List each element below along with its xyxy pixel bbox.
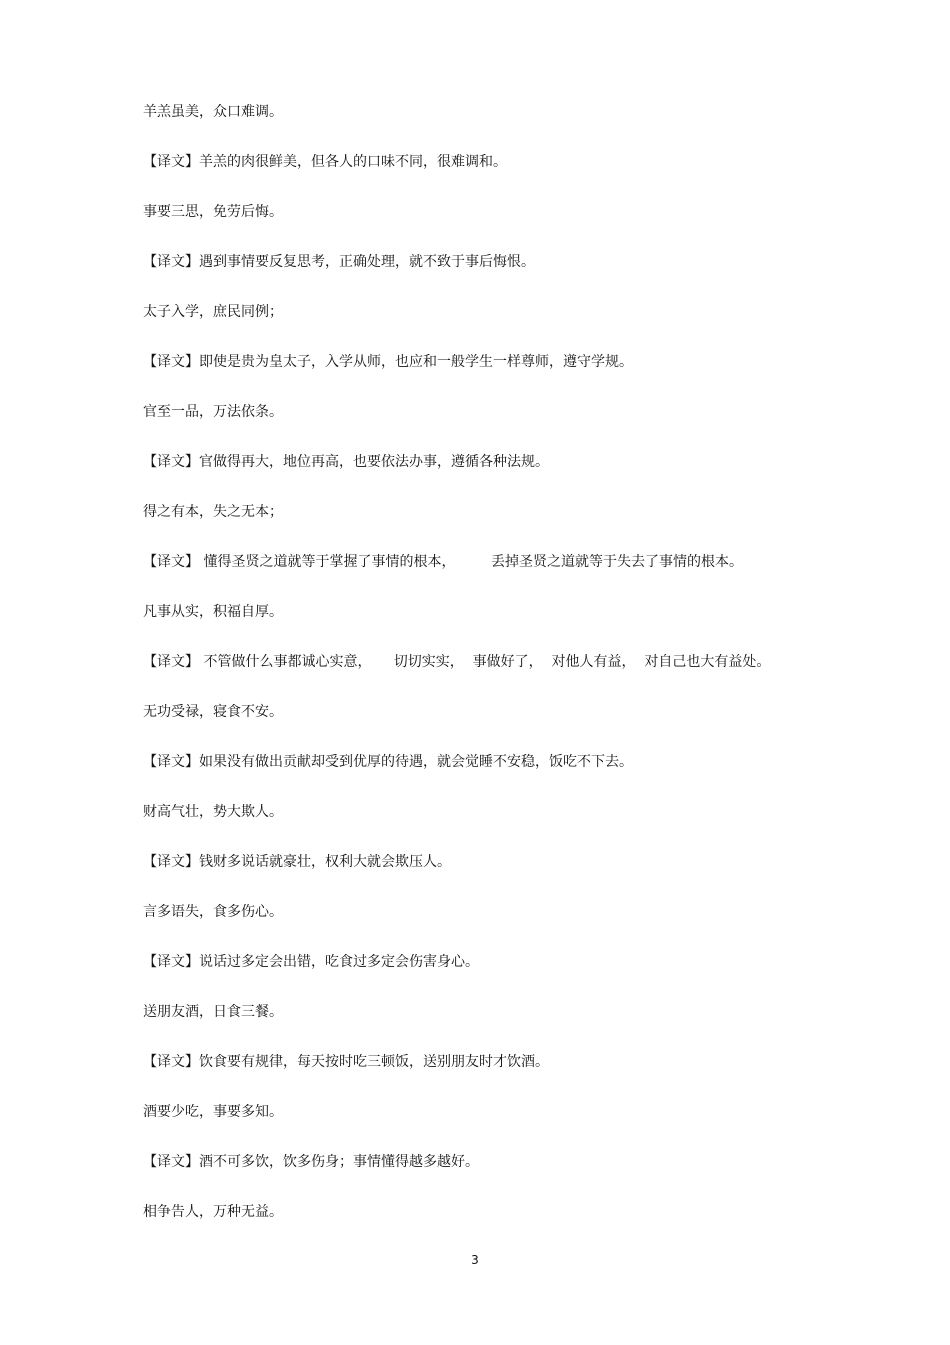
translation-line: 【译文】遇到事情要反复思考，正确处理，就不致于事后悔恨。 [143, 254, 535, 270]
translation-line: 【译文】即使是贵为皇太子，入学从师，也应和一般学生一样尊师，遵守学规。 [143, 354, 633, 370]
proverb-line: 官至一品，万法依条。 [143, 404, 283, 420]
proverb-line: 相争告人，万种无益。 [143, 1204, 283, 1220]
proverb-line: 言多语失，食多伤心。 [143, 904, 283, 920]
proverb-line: 太子入学，庶民同例； [143, 304, 283, 320]
translation-line: 【译文】官做得再大，地位再高，也要依法办事，遵循各种法规。 [143, 454, 549, 470]
proverb-line: 凡事从实，积福自厚。 [143, 604, 283, 620]
translation-line: 【译文】羊羔的肉很鲜美，但各人的口味不同，很难调和。 [143, 154, 507, 170]
proverb-line: 羊羔虽美，众口难调。 [143, 104, 283, 120]
translation-line: 【译文】 懂得圣贤之道就等于掌握了事情的根本， 丢掉圣贤之道就等于失去了事情的根本。 [143, 554, 744, 570]
translation-line: 【译文】酒不可多饮，饮多伤身；事情懂得越多越好。 [143, 1154, 479, 1170]
proverb-line: 财高气壮，势大欺人。 [143, 804, 283, 820]
text-body [143, 101, 843, 1251]
proverb-line: 无功受禄，寝食不安。 [143, 704, 283, 720]
proverb-line: 酒要少吃，事要多知。 [143, 1104, 283, 1120]
translation-line: 【译文】说话过多定会出错，吃食过多定会伤害身心。 [143, 954, 479, 970]
translation-line: 【译文】如果没有做出贡献却受到优厚的待遇，就会觉睡不安稳，饭吃不下去。 [143, 754, 633, 770]
proverb-line: 送朋友酒，日食三餐。 [143, 1004, 283, 1020]
translation-line: 【译文】 不管做什么事都诚心实意， 切切实实， 事做好了， 对他人有益， 对自己也大有益处。 [143, 654, 771, 670]
translation-line: 【译文】钱财多说话就豪壮，权利大就会欺压人。 [143, 854, 451, 870]
translation-line: 【译文】饮食要有规律，每天按时吃三顿饭，送别朋友时才饮酒。 [143, 1054, 549, 1070]
page-number: 3 [471, 1253, 479, 1267]
proverb-line: 得之有本，失之无本； [143, 504, 283, 520]
proverb-line: 事要三思，免劳后悔。 [143, 204, 283, 220]
